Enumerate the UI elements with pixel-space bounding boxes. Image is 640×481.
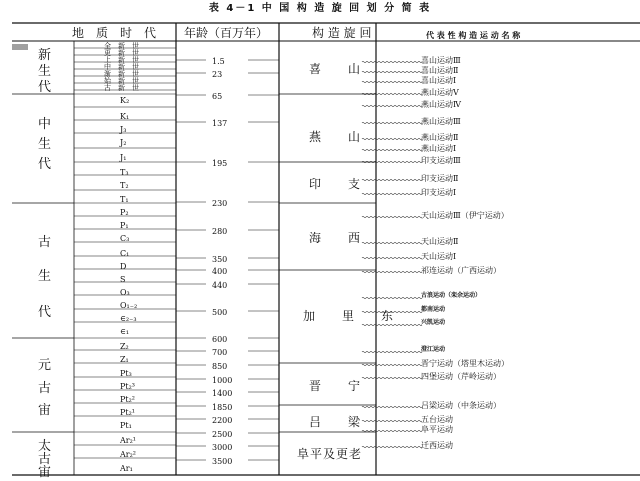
era-char: 宙 xyxy=(38,465,52,480)
era-char: 代 xyxy=(38,305,52,320)
cycle-label: 喜 山 xyxy=(309,62,362,76)
cycle-label: 海 西 xyxy=(309,231,362,245)
movement-label: 燕山运动Ⅰ xyxy=(421,144,457,153)
movement-label: 兴凯运动 xyxy=(421,319,446,326)
age-value: 850 xyxy=(212,362,228,371)
movement-label: 天山运动Ⅱ xyxy=(421,237,459,246)
system-label: Pt₂¹ xyxy=(120,408,136,417)
system-label: P₁ xyxy=(120,221,129,230)
movement-label: 燕山运动Ⅳ xyxy=(421,100,461,109)
cycle-label: 吕 梁 xyxy=(309,415,362,429)
era-char: 宙 xyxy=(38,403,52,418)
epoch-label: 中 新 世 xyxy=(104,63,139,71)
system-label: Pt₁ xyxy=(120,421,132,430)
age-value: 137 xyxy=(212,119,228,128)
header-tectonic-cycle: 构 造 旋 回 xyxy=(312,26,372,40)
age-value: 3500 xyxy=(212,457,233,466)
movement-label: 晋宁运动（塔里木运动） xyxy=(421,359,509,368)
system-label: Z₁ xyxy=(120,355,129,364)
age-value: 1.5 xyxy=(212,57,225,66)
system-label: Pt₂² xyxy=(120,395,136,404)
system-label: J₁ xyxy=(120,153,127,162)
era-char: 元 xyxy=(38,358,52,373)
movement-label: 五台运动 xyxy=(421,415,453,424)
epoch-label: 上 新 世 xyxy=(104,56,139,64)
system-label: C₁ xyxy=(120,249,130,258)
age-value: 1000 xyxy=(212,376,233,385)
movement-label: 天山运动Ⅰ xyxy=(421,252,457,261)
movement-label: 喜山运动Ⅰ xyxy=(421,76,457,85)
movement-label: 喜山运动Ⅲ xyxy=(421,56,461,65)
cycle-label: 印 支 xyxy=(309,177,362,191)
movement-label: 天山运动Ⅲ（伊宁运动） xyxy=(421,211,509,220)
system-label: Pt₂³ xyxy=(120,382,136,391)
era-char: 古 xyxy=(38,235,52,250)
cycle-label: 晋 宁 xyxy=(309,379,362,393)
epoch-label: 古 新 世 xyxy=(104,84,139,92)
system-label: T₂ xyxy=(120,181,129,190)
movement-label: 古浪运动（栾余运动） xyxy=(421,292,482,299)
cycle-label: 燕 山 xyxy=(309,130,362,144)
epoch-label: 全 新 世 xyxy=(104,42,139,50)
header-age: 年龄（百万年） xyxy=(184,26,269,40)
header-geologic-time: 地 质 时 代 xyxy=(72,26,157,40)
age-value: 1850 xyxy=(212,403,233,412)
movement-label: 印支运动Ⅲ xyxy=(421,156,461,165)
movement-label: 印支运动Ⅰ xyxy=(421,188,457,197)
system-label: J₃ xyxy=(120,125,127,134)
movement-label: 燕山运动Ⅴ xyxy=(421,88,459,97)
era-char: 古 xyxy=(38,452,52,467)
era-char: 代 xyxy=(38,157,52,172)
system-label: J₂ xyxy=(120,138,127,147)
system-label: S xyxy=(120,275,126,284)
movement-label: 吕梁运动（中条运动） xyxy=(421,401,501,410)
movement-label: 喜山运动Ⅱ xyxy=(421,66,459,75)
age-value: 23 xyxy=(212,70,223,79)
era-char: 生 xyxy=(38,269,52,284)
era-char: 生 xyxy=(38,137,52,152)
age-value: 2500 xyxy=(212,430,233,439)
system-label: P₂ xyxy=(120,208,129,217)
era-char: 中 xyxy=(38,117,52,132)
movement-label: 澄江运动 xyxy=(421,346,446,353)
system-label: Pt₃ xyxy=(120,369,132,378)
age-value: 195 xyxy=(212,159,228,168)
system-label: K₁ xyxy=(120,112,130,121)
movement-label: 阜平运动 xyxy=(421,425,453,434)
system-label: Z₂ xyxy=(120,342,129,351)
system-label: ∈₂₋₃ xyxy=(120,314,137,323)
epoch-label: 更 新 世 xyxy=(104,49,139,57)
system-label: T₁ xyxy=(120,195,129,204)
era-char: 古 xyxy=(38,381,52,396)
cycle-label: 加 里 东 xyxy=(303,309,395,323)
age-value: 500 xyxy=(212,308,228,317)
system-label: T₃ xyxy=(120,168,129,177)
system-label: K₂ xyxy=(120,96,130,105)
system-label: D xyxy=(120,262,127,271)
system-label: O₃ xyxy=(120,288,130,297)
era-char: 代 xyxy=(38,80,52,95)
cycle-label: 阜平及更老 xyxy=(297,447,363,461)
age-value: 65 xyxy=(212,92,223,101)
movement-label: 燕山运动Ⅱ xyxy=(421,133,459,142)
age-value: 2200 xyxy=(212,416,233,425)
age-value: 440 xyxy=(212,281,228,290)
system-label: ∈₁ xyxy=(120,327,130,336)
epoch-label: 渐 新 世 xyxy=(104,70,139,78)
movement-label: 燕山运动Ⅲ xyxy=(421,117,461,126)
era-char: 新 xyxy=(38,48,52,63)
table-title: 表 4－1 中 国 构 造 旋 回 划 分 简 表 xyxy=(208,3,432,14)
era-char: 太 xyxy=(38,439,52,454)
age-value: 350 xyxy=(212,255,228,264)
header-movement: 代 表 性 构 造 运 动 名 称 xyxy=(426,30,521,40)
age-value: 280 xyxy=(212,227,228,236)
movement-label: 四堡运动（芹岭运动） xyxy=(421,372,501,381)
age-value: 3000 xyxy=(212,443,233,452)
movement-label: 印支运动Ⅱ xyxy=(421,174,459,183)
age-value: 600 xyxy=(212,335,228,344)
age-value: 700 xyxy=(212,348,228,357)
movement-label: 都南运动 xyxy=(421,306,446,313)
era-char: 生 xyxy=(38,64,52,79)
system-label: O₁₋₂ xyxy=(120,301,138,310)
system-label: Ar₂² xyxy=(120,450,137,459)
movement-label: 祁连运动（广西运动） xyxy=(421,266,501,275)
movement-label: 迁西运动 xyxy=(421,441,453,450)
system-label: Ar₂¹ xyxy=(120,436,137,445)
system-label: Ar₁ xyxy=(120,464,133,473)
system-label: C₃ xyxy=(120,234,130,243)
age-value: 1400 xyxy=(212,389,233,398)
age-value: 230 xyxy=(212,199,228,208)
age-value: 400 xyxy=(212,267,228,276)
epoch-label: 始 新 世 xyxy=(104,77,139,85)
